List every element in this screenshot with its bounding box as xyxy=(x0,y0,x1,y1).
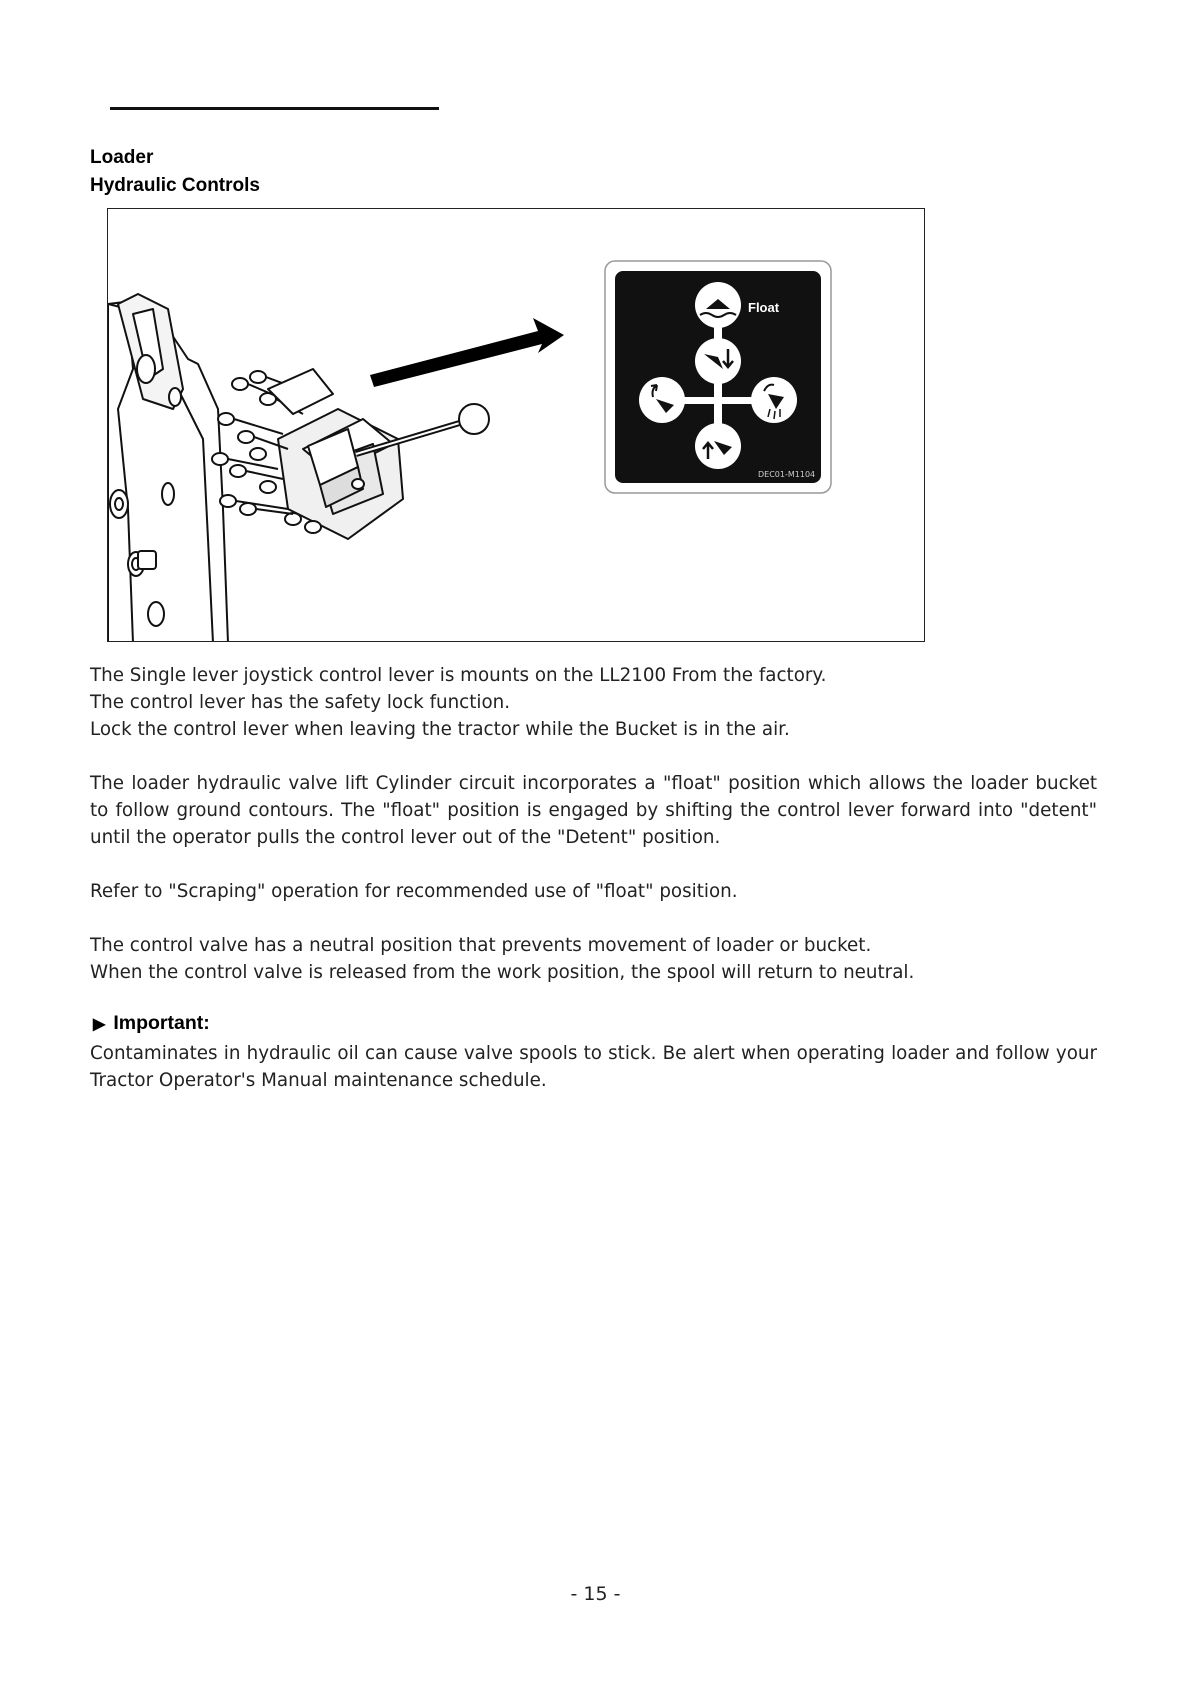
important-heading xyxy=(93,1012,210,1035)
important-label: Important: xyxy=(113,1012,210,1034)
neutral-line: When the control valve is released from the work position, the spool will return to neutral. xyxy=(90,962,915,983)
section-subtitle: Hydraulic Controls xyxy=(90,175,260,196)
neutral-paragraph xyxy=(90,932,1097,986)
section-title: Loader xyxy=(90,147,154,168)
loader-control-figure xyxy=(107,208,925,642)
decal-code: DEC01-M1104 xyxy=(758,470,816,479)
neutral-line: The control valve has a neutral position that prevents movement of loader or bucket. xyxy=(90,935,872,956)
loader-valve-illustration xyxy=(108,294,489,642)
float-paragraph: The loader hydraulic valve lift Cylinder circuit incorporates a "float" position which allows the loader bucket to follow ground contours. The "float" position is engaged by shifting the control lever forward into "detent" until the operator pulls the control lever out of the "Detent" position. xyxy=(90,773,1097,848)
float-label: Float xyxy=(748,300,780,315)
bucket-rollback-icon xyxy=(639,377,685,423)
intro-line: Lock the control lever when leaving the tractor while the Bucket is in the air. xyxy=(90,719,790,740)
intro-line: The control lever has the safety lock function. xyxy=(90,692,511,713)
important-paragraph: Contaminates in hydraulic oil can cause valve spools to stick. Be alert when operating loader and follow your Tractor Operator's Manual maintenance schedule. xyxy=(90,1043,1097,1091)
intro-line: The Single lever joystick control lever is mounts on the LL2100 From the factory. xyxy=(90,665,827,686)
top-rule xyxy=(110,107,439,110)
page-number: - 15 - xyxy=(570,1583,621,1605)
scraping-paragraph: Refer to "Scraping" operation for recommended use of "float" position. xyxy=(90,881,738,902)
control-decal xyxy=(605,261,831,493)
triangle-right-icon: ▶ xyxy=(93,1016,106,1033)
intro-paragraph xyxy=(90,662,1097,743)
pointer-arrow xyxy=(370,318,564,387)
